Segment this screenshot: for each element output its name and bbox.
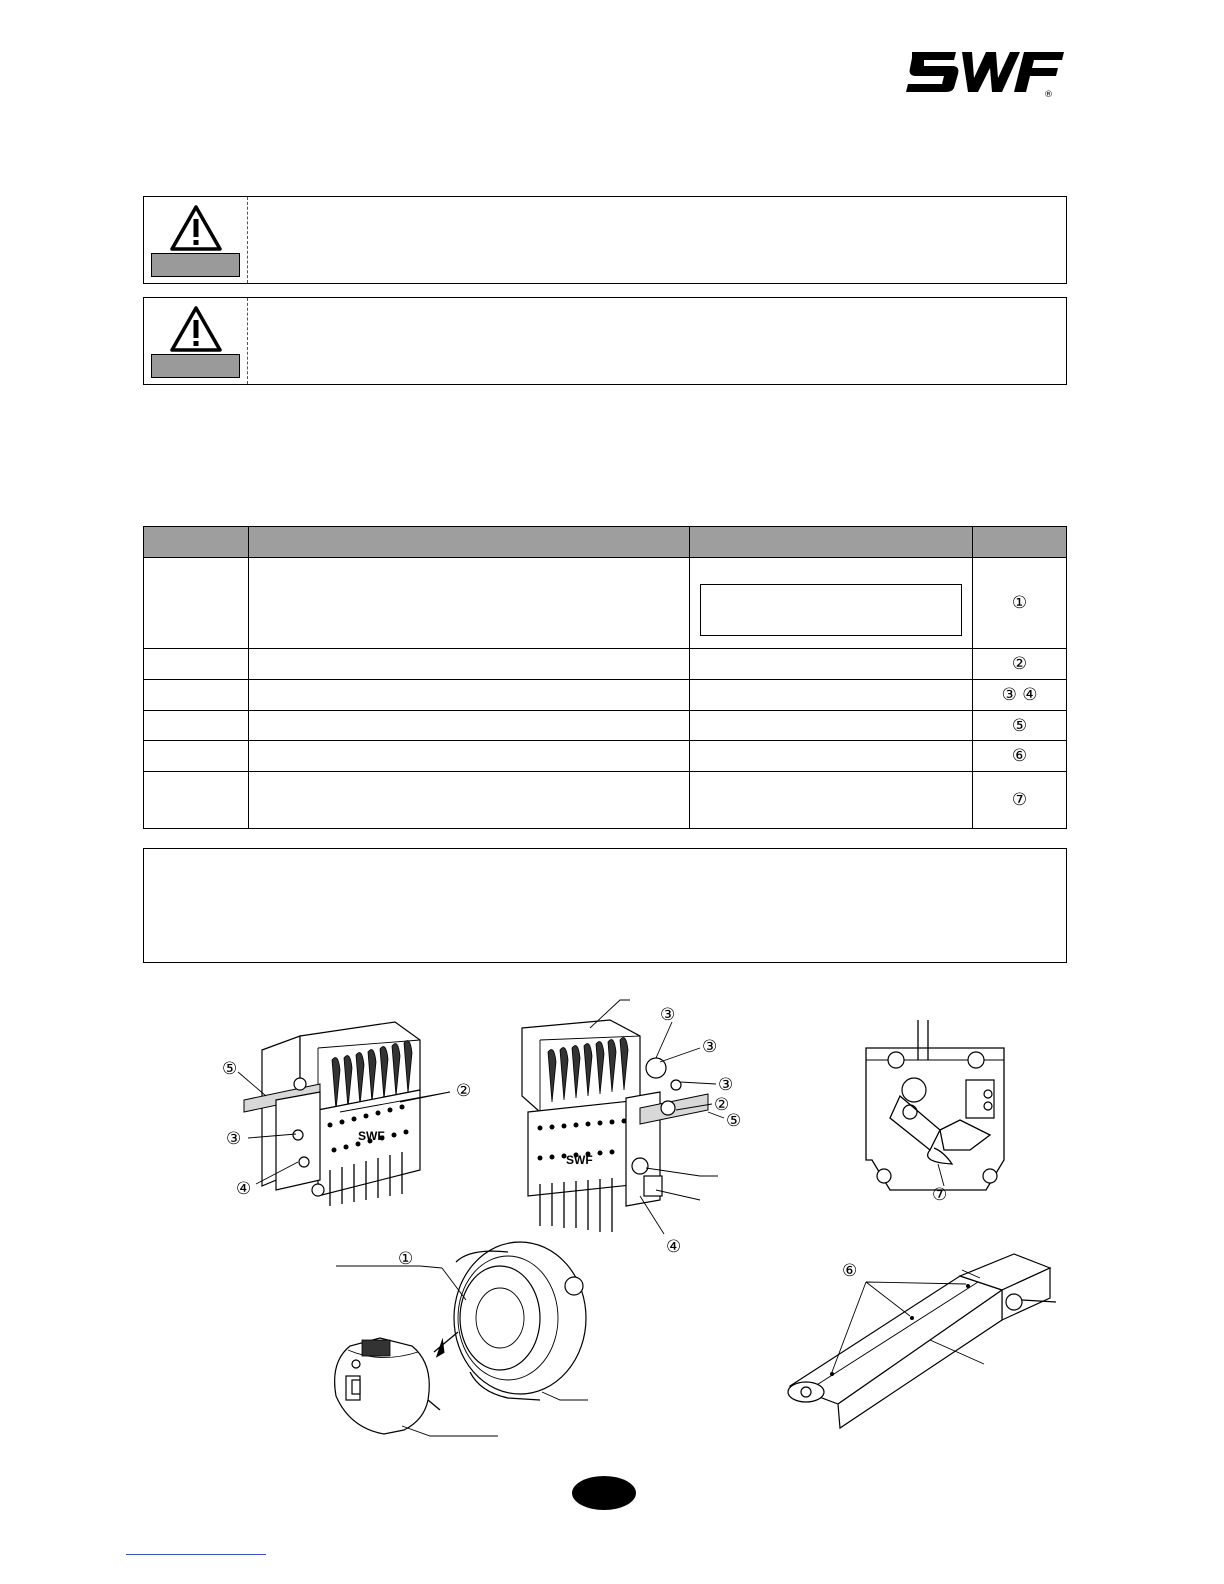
head-logo: SWF (358, 1129, 385, 1143)
table-cell (144, 558, 249, 649)
hook-drive-mechanism (866, 1020, 1004, 1190)
table-cell (690, 558, 973, 649)
warning-box-2 (143, 297, 1067, 385)
registered-mark: ® (1044, 90, 1053, 98)
note-box (143, 848, 1067, 963)
footer-rule (126, 1554, 266, 1555)
swf-logo (904, 44, 1068, 98)
warning-box-1 (143, 196, 1067, 284)
machine-head-left (238, 1022, 450, 1206)
part-marker: ⑤ (973, 711, 1067, 741)
table-cell (690, 649, 973, 680)
table-cell (690, 772, 973, 829)
hook-base-rail (788, 1254, 1056, 1428)
table-row (144, 558, 1067, 649)
table-cell (248, 711, 689, 741)
table-header-row (144, 527, 1067, 558)
rotary-hook (442, 1242, 586, 1400)
page-number-badge (572, 1476, 636, 1510)
table-row (144, 772, 1067, 829)
part-marker: ② (973, 649, 1067, 680)
note-text (144, 849, 1066, 873)
head-logo: SWF (566, 1153, 593, 1167)
part-marker: ⑦ (973, 772, 1067, 829)
table-cell (690, 711, 973, 741)
maintenance-table (143, 526, 1067, 829)
callout-3: ③ (702, 1037, 718, 1057)
table-cell (248, 772, 689, 829)
part-marker: ① (973, 558, 1067, 649)
warning-label (151, 354, 240, 378)
part-marker: ⑥ (973, 741, 1067, 772)
table-cell (144, 772, 249, 829)
callout-3: ③ (226, 1129, 242, 1149)
callout-2: ② (714, 1095, 730, 1115)
callout-7: ⑦ (932, 1185, 948, 1205)
callout-6: ⑥ (842, 1261, 858, 1281)
table-header-cell (973, 527, 1067, 558)
warning-label (151, 253, 240, 277)
parts-illustration (0, 990, 1224, 1450)
callout-1: ① (398, 1249, 414, 1269)
table-row (144, 741, 1067, 772)
callout-5: ⑤ (726, 1111, 742, 1131)
machine-head-right (522, 1000, 724, 1234)
table-header-cell (144, 527, 249, 558)
table-cell (248, 558, 689, 649)
table-cell (144, 741, 249, 772)
bobbin-case (335, 1332, 458, 1434)
part-marker: ③ ④ (973, 680, 1067, 711)
callout-3: ③ (718, 1075, 734, 1095)
table-header-cell (248, 527, 689, 558)
warning-triangle-icon (170, 306, 222, 352)
table-row (144, 649, 1067, 680)
warning-icon-cell (144, 298, 248, 384)
callout-4: ④ (236, 1179, 252, 1199)
table-cell (690, 741, 973, 772)
table-row (144, 680, 1067, 711)
callout-5: ⑤ (222, 1059, 238, 1079)
table-cell (248, 741, 689, 772)
callout-2: ② (456, 1081, 472, 1101)
table-cell (144, 680, 249, 711)
warning-triangle-icon (170, 205, 222, 251)
inner-note-box (700, 584, 962, 636)
callout-4: ④ (666, 1237, 682, 1257)
table-cell (144, 649, 249, 680)
table-header-cell (690, 527, 973, 558)
table-cell (248, 649, 689, 680)
warning-icon-cell (144, 197, 248, 283)
table-cell (144, 711, 249, 741)
table-cell (690, 680, 973, 711)
table-row (144, 711, 1067, 741)
callout-3: ③ (660, 1005, 676, 1025)
table-cell (248, 680, 689, 711)
